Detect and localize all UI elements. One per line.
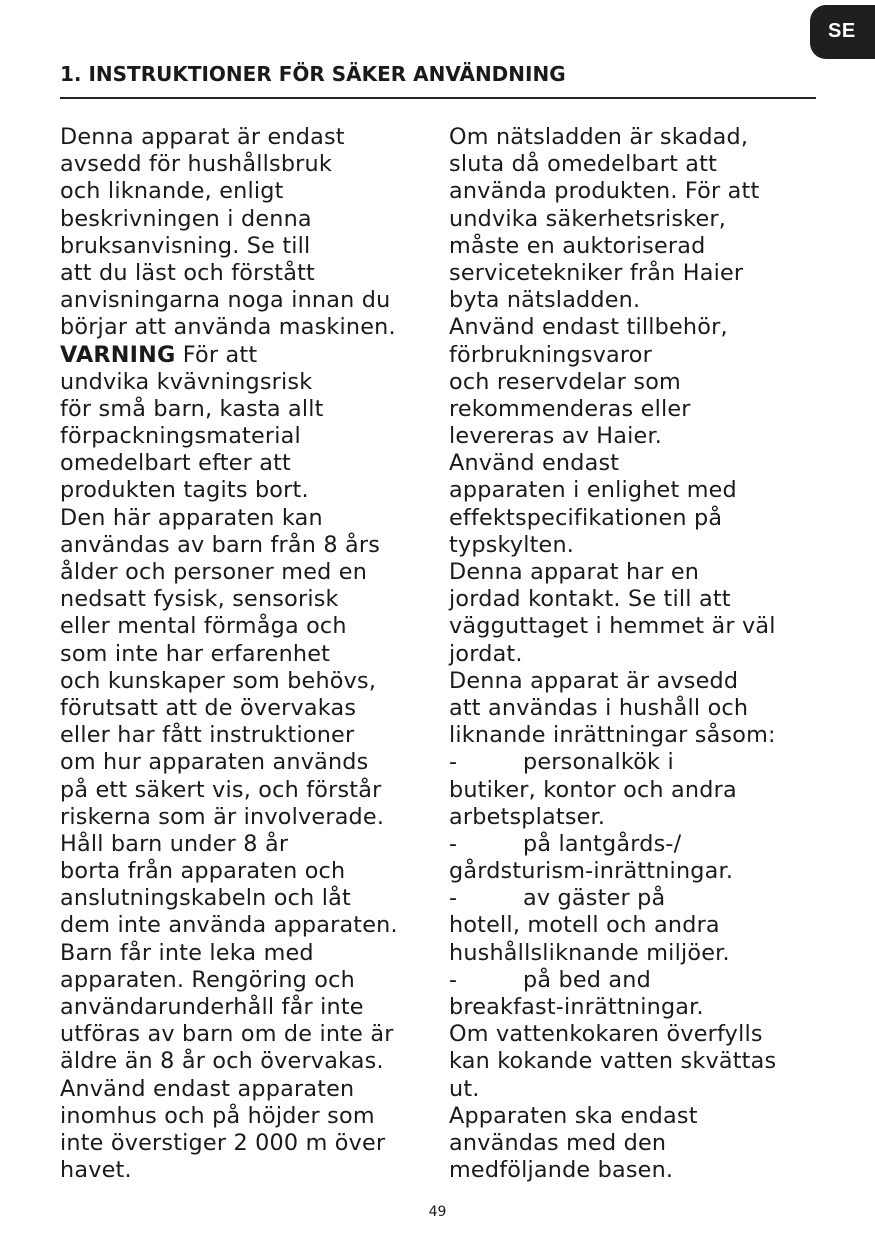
text-line: och liknande, enligt	[60, 178, 284, 205]
text-line: om hur apparaten används	[60, 749, 369, 776]
list-item	[449, 749, 776, 776]
text-line: beskrivningen i denna	[60, 205, 312, 232]
text-line: Använd endast	[449, 450, 620, 477]
list-bullet: -	[449, 966, 458, 993]
text-line: Om vattenkokaren överfylls	[449, 1021, 763, 1048]
list-bullet: -	[449, 749, 458, 776]
text-line: på ett säkert vis, och förstår	[60, 776, 382, 803]
text-line: produkten tagits bort.	[60, 477, 309, 504]
list-bullet: -	[449, 830, 458, 857]
heading-rule	[60, 97, 816, 99]
text-line: förutsatt att de övervakas	[60, 694, 357, 721]
warning-label: VARNING	[60, 341, 176, 368]
text-line: att användas i hushåll och	[449, 694, 749, 721]
text-line: levereras av Haier.	[449, 423, 663, 450]
text-line: breakfast-inrättningar.	[449, 994, 704, 1020]
text-line: Om nätsladden är skadad,	[449, 124, 749, 150]
text-line: omedelbart efter att	[60, 450, 291, 477]
text-line: avsedd för hushållsbruk	[60, 151, 332, 178]
text-line: Denna apparat är avsedd	[449, 667, 739, 694]
text-line: Barn får inte leka med	[60, 939, 314, 966]
list-item-text: av gäster på	[523, 885, 666, 912]
text-line: gårdsturism-inrättningar.	[449, 858, 734, 885]
text-line: anslutningskabeln och låt	[60, 885, 351, 912]
text-line: hotell, motell och andra	[449, 912, 720, 939]
text-line: för små barn, kasta allt	[60, 395, 324, 422]
list-item	[449, 831, 776, 858]
text-line: måste en auktoriserad	[449, 232, 706, 259]
text-line: nedsatt fysisk, sensorisk	[60, 586, 339, 613]
text-line: rekommenderas eller	[449, 395, 691, 422]
text-line: undvika säkerhetsrisker,	[449, 205, 727, 232]
text-line: förbrukningsvaror	[449, 341, 652, 368]
left-column	[60, 124, 398, 1184]
text-line: effektspecifikationen på	[449, 504, 723, 531]
text-line: undvika kvävningsrisk	[60, 368, 313, 395]
text-line	[60, 342, 398, 369]
list-item	[449, 885, 776, 912]
page-number: 49	[428, 1204, 447, 1220]
text-line: ålder och personer med en	[60, 559, 368, 585]
text-line: bruksanvisning. Se till	[60, 232, 311, 259]
text-line: ut.	[449, 1075, 480, 1102]
right-column	[449, 124, 776, 1184]
text-line: Den här apparaten kan	[60, 504, 323, 531]
text-line: liknande inrättningar såsom:	[449, 722, 776, 749]
text-line: typskylten.	[449, 531, 575, 558]
text-line: eller har fått instruktioner	[60, 722, 355, 749]
text-line: användas av barn från 8 års	[60, 531, 381, 558]
text-line: jordad kontakt. Se till att	[449, 586, 731, 613]
text-line: Använd endast tillbehör,	[449, 314, 728, 341]
text-line: användas med den	[449, 1129, 667, 1156]
text-line: Apparaten ska endast	[449, 1102, 698, 1129]
text-line: butiker, kontor och andra	[449, 776, 737, 803]
list-bullet: -	[449, 885, 458, 912]
text-line: användarunderhåll får inte	[60, 994, 364, 1020]
text-line: Använd endast apparaten	[60, 1075, 355, 1102]
list-item-text: på lantgårds-/	[523, 830, 682, 857]
text-line: börjar att använda maskinen.	[60, 314, 396, 341]
text-line: Denna apparat har en	[449, 559, 700, 585]
text-line: förpackningsmaterial	[60, 423, 301, 450]
text-line: att du läst och förstått	[60, 259, 315, 286]
section-heading: 1. INSTRUKTIONER FÖR SÄKER ANVÄNDNING	[60, 62, 566, 86]
text-line: vägguttaget i hemmet är väl	[449, 613, 776, 640]
text-line: och reservdelar som	[449, 368, 681, 395]
text-line: använda produkten. För att	[449, 178, 760, 205]
text-line: Håll barn under 8 år	[60, 830, 289, 857]
text-line: byta nätsladden.	[449, 287, 641, 314]
text-line: jordat.	[449, 640, 523, 667]
text-fragment: För att	[175, 341, 258, 368]
text-line: inomhus och på höjder som	[60, 1102, 375, 1129]
text-line: medföljande basen.	[449, 1157, 674, 1184]
text-line: och kunskaper som behövs,	[60, 667, 377, 694]
text-line: Denna apparat är endast	[60, 124, 345, 150]
language-tab: SE	[810, 5, 875, 59]
text-line: kan kokande vatten skvättas	[449, 1048, 777, 1075]
text-line: äldre än 8 år och övervakas.	[60, 1048, 384, 1075]
text-line: servicetekniker från Haier	[449, 259, 744, 286]
text-line: inte överstiger 2 000 m över	[60, 1129, 386, 1156]
text-line: arbetsplatser.	[449, 803, 606, 830]
text-line: som inte har erfarenhet	[60, 640, 331, 667]
text-line: borta från apparaten och	[60, 858, 346, 885]
list-item-text: på bed and	[523, 966, 651, 993]
list-item-text: personalkök i	[523, 749, 674, 776]
text-line: anvisningarna noga innan du	[60, 287, 391, 314]
text-line: dem inte använda apparaten.	[60, 912, 398, 939]
text-line: apparaten i enlighet med	[449, 477, 737, 504]
list-item	[449, 967, 776, 994]
text-line: hushållsliknande miljöer.	[449, 939, 730, 966]
text-line: eller mental förmåga och	[60, 613, 347, 640]
text-line: havet.	[60, 1157, 132, 1184]
text-line: sluta då omedelbart att	[449, 151, 718, 178]
text-line: riskerna som är involverade.	[60, 803, 385, 830]
text-line: utföras av barn om de inte är	[60, 1021, 394, 1048]
text-line: apparaten. Rengöring och	[60, 966, 355, 993]
